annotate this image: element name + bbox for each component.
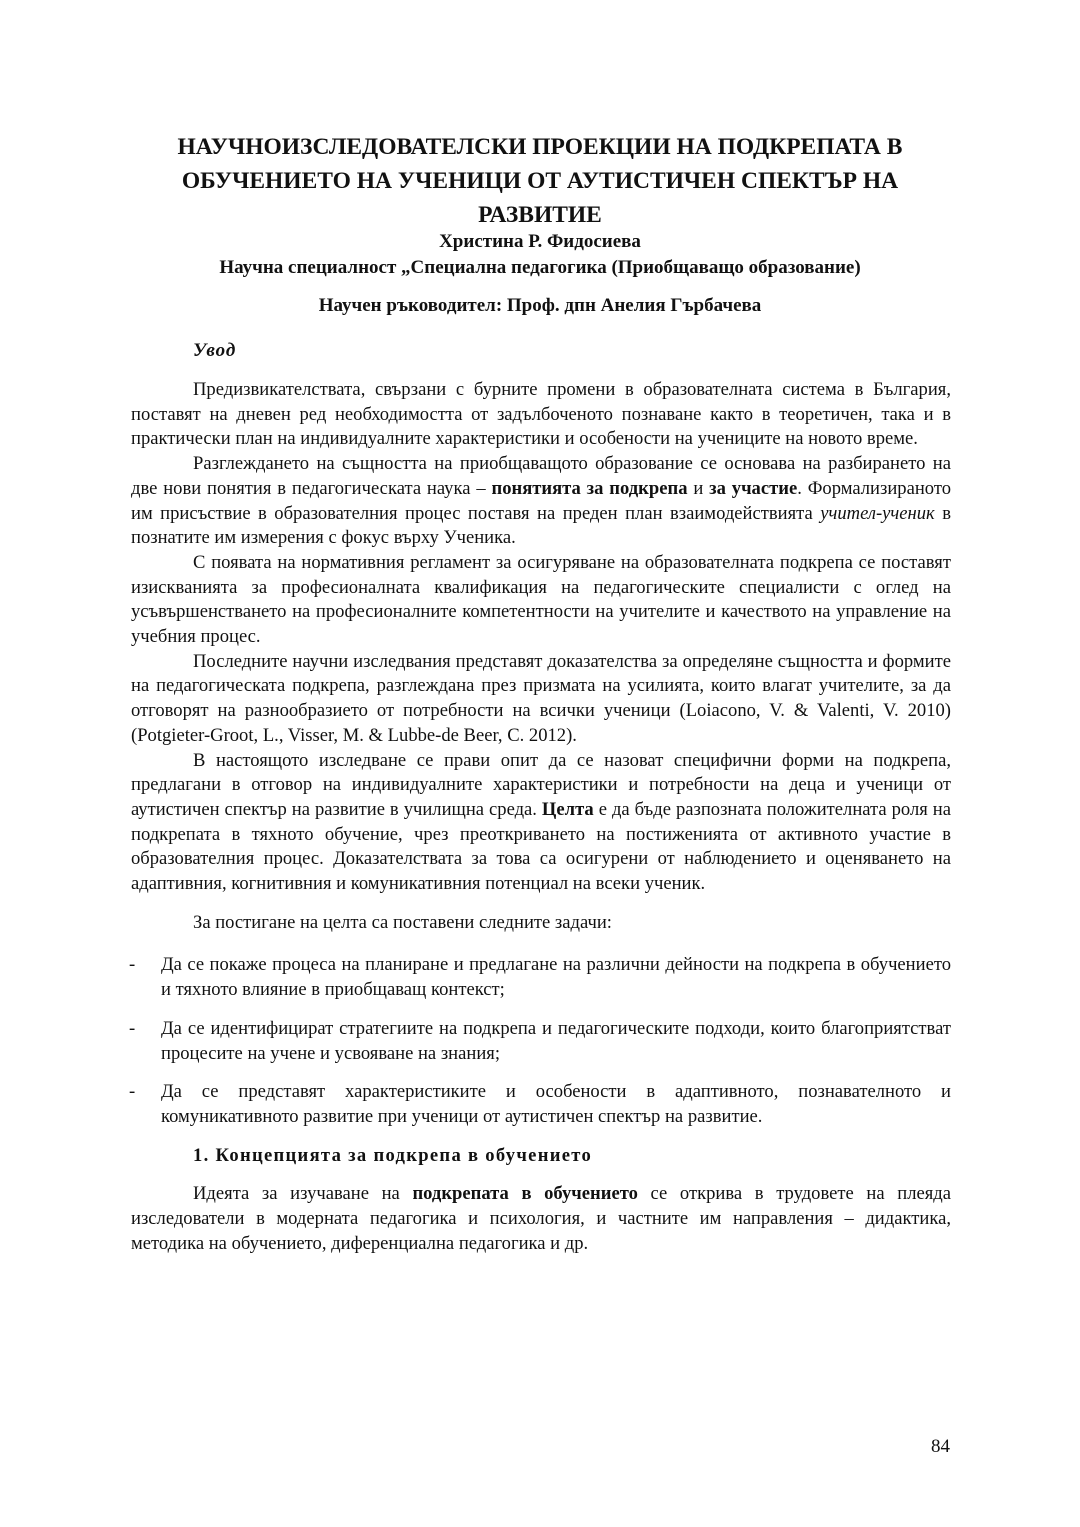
- paragraph-6: Идеята за изучаване на подкрепата в обучението се открива в трудовете на плеяда изследователи в модерната педагогика и психология, и частните им направления – дидактика, методика на обучението, диференциална педагогика и др.: [131, 1183, 951, 1254]
- body-text: [131, 378, 951, 1257]
- supervisor: Научен ръководител: Проф. дпн Анелия Гърбачева: [318, 295, 762, 316]
- paragraph-5: В настоящото изследване се прави опит да се назоват специфични форми на подкрепа, предлагани в отговор на индивидуалните характеристики и потребности на деца и ученици от аутистичен спектър на развитие в училищна среда. Целта е да бъде разпозната положителната роля на подкрепата в тяхното обучение, чрез преоткриването на постиженията от активното участие в образователния процес. Доказателствата за това са осигурени от наблюдението и оценяването на адаптивния, когнитивния и комуникативния потенциал на всеки ученик.: [131, 749, 951, 895]
- paragraph-3: С появата на нормативния регламент за осигуряване на образователната подкрепа се поставят изискванията за професионалната квалификация на педагогическите специалисти с оглед на усъвършенстването на професионалните компетентности на учителите и качеството на управление на учебния процес.: [131, 551, 951, 648]
- list-item: - Да се идентифицират стратегиите на подкрепа и педагогическите подходи, които благоприятстват процесите на учене и усвояване на знания;: [129, 1017, 951, 1064]
- title-line-3: РАЗВИТИЕ: [478, 202, 602, 228]
- list-item: - Да се покаже процеса на планиране и предлагане на различни дейности на подкрепа в обучението и тяхното влияние в приобщаващ контекст;: [129, 954, 951, 1001]
- bold-term-learning-support: подкрепата в обучението: [412, 1183, 638, 1205]
- bold-term-participation: за участие: [709, 477, 798, 499]
- paragraph-1: Предизвикателствата, свързани с бурните промени в образователната система в България, поставят на дневен ред необходимостта от задълбоченото познаване както в теоретичен, така и в практически план на индивидуалните характеристики и особености на учениците на новото време.: [131, 379, 951, 450]
- author-name: Христина Р. Фидосиева: [439, 231, 641, 252]
- list-item: - Да се представят характеристиките и особености в адаптивното, познавателното и комуникативното развитие при ученици от аутистичен спектър на развитие.: [129, 1081, 951, 1127]
- list-dash: -: [129, 1017, 136, 1039]
- scientific-specialty: Научна специалност „Специална педагогика (Приобщаващо образование): [219, 257, 861, 278]
- title-line-1: НАУЧНОИЗСЛЕДОВАТЕЛСКИ ПРОЕКЦИИ НА ПОДКРЕПАТА В: [177, 134, 903, 160]
- list-dash: -: [129, 1081, 136, 1103]
- page-number: 84: [931, 1436, 950, 1457]
- italic-term-teacher-student: учител-ученик: [820, 502, 935, 524]
- intro-heading: Увод: [193, 340, 237, 361]
- tasks-list: [131, 953, 951, 1129]
- paper-title: [110, 130, 970, 232]
- paragraph-2: Разглеждането на същността на приобщаващото образование се основава на разбирането на две нови понятия в педагогическата наука – понятията за подкрепа и за участие. Формализираното им присъствие в образователния процес поставя на преден план взаимодействията учител-ученик в познатите им измерения с фокус върху Ученика.: [131, 453, 952, 549]
- section-1-heading: 1. Концепцията за подкрепа в обучението: [193, 1144, 593, 1166]
- paragraph-4: Последните научни изследвания представят доказателства за определяне същността и формите на педагогическата подкрепа, разглеждана през призмата на усилията, които влагат учителите, за да отговорят на разнообразието от потребности на всички ученици (Loiacono, V. & Valenti, V. 2010) (Potgieter-Groot, L., Visser, M. & Lubbe-de Beer, C. 2012).: [131, 650, 951, 746]
- bold-term-goal: Целта: [541, 798, 594, 820]
- title-line-2: ОБУЧЕНИЕТО НА УЧЕНИЦИ ОТ АУТИСТИЧЕН СПЕКТЪР НА: [181, 168, 899, 194]
- bold-term-support: понятията за подкрепа: [491, 477, 688, 499]
- list-dash: -: [129, 954, 136, 976]
- tasks-intro: За постигане на целта са поставени следните задачи:: [193, 911, 612, 933]
